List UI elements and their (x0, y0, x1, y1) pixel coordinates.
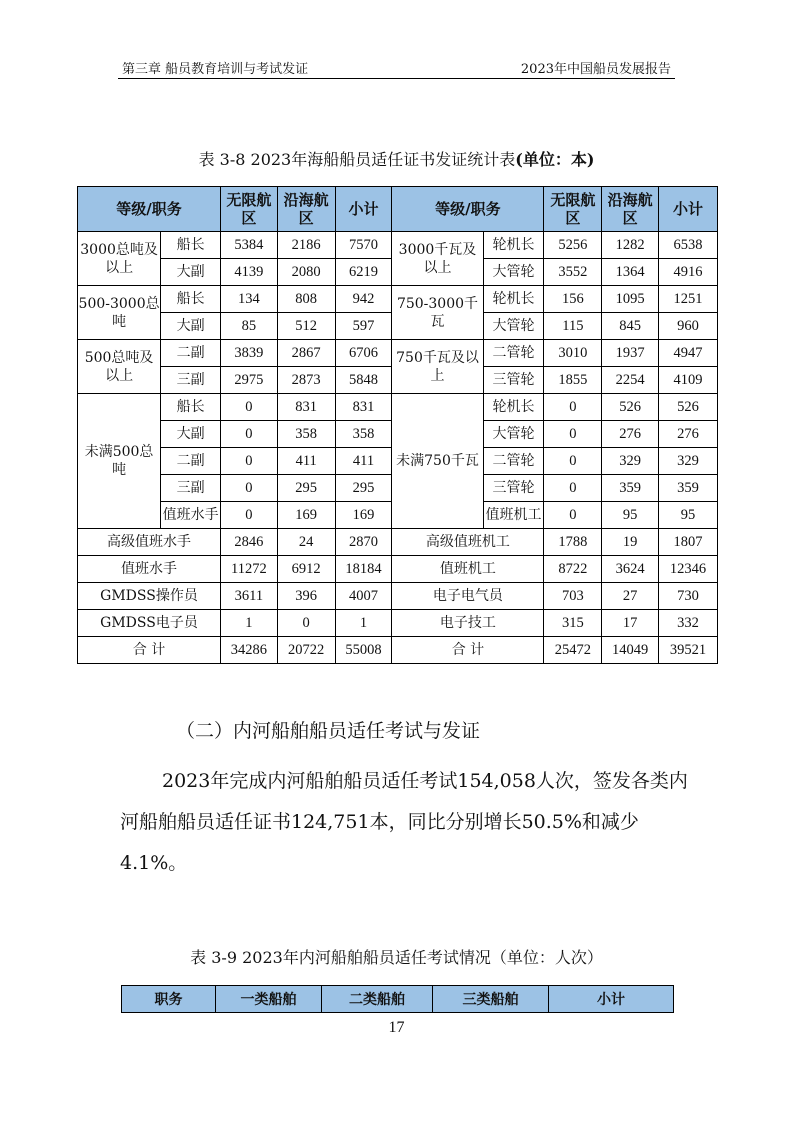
deck-value-cell: 831 (277, 394, 335, 421)
deck-duty-cell: 三副 (161, 367, 221, 394)
deck-value-cell: 411 (277, 448, 335, 475)
table-row (78, 556, 718, 583)
deck-value-cell: 20722 (277, 637, 335, 664)
deck-duty-cell: 大副 (161, 259, 221, 286)
engine-value-cell: 3010 (544, 340, 602, 367)
deck-value-cell: 295 (277, 475, 335, 502)
engine-value-cell: 1282 (602, 232, 659, 259)
deck-value-cell: 55008 (335, 637, 392, 664)
engine-category-cell: 电子电气员 (392, 583, 544, 610)
deck-duty-cell: 船长 (161, 394, 221, 421)
header-subtotal: 小计 (549, 986, 674, 1013)
engine-value-cell: 1807 (659, 529, 718, 556)
engine-value-cell: 703 (544, 583, 602, 610)
header-class-3: 三类船舶 (433, 986, 549, 1013)
header-class-2: 二类船舶 (322, 986, 433, 1013)
table-row (78, 232, 718, 259)
deck-value-cell: 134 (221, 286, 278, 313)
engine-duty-cell: 二管轮 (483, 340, 544, 367)
table-row (78, 394, 718, 421)
table-row (78, 583, 718, 610)
engine-category-cell: 高级值班机工 (392, 529, 544, 556)
engine-category-cell: 合 计 (392, 637, 544, 664)
table-row (78, 610, 718, 637)
deck-grade-group-cell: 500-3000总吨 (78, 286, 161, 340)
engine-value-cell: 39521 (659, 637, 718, 664)
table-row (78, 529, 718, 556)
engine-value-cell: 6538 (659, 232, 718, 259)
table-3-8-caption (0, 147, 793, 170)
deck-value-cell: 3839 (221, 340, 278, 367)
deck-duty-cell: 二副 (161, 340, 221, 367)
deck-value-cell: 5384 (221, 232, 278, 259)
engine-value-cell: 0 (544, 475, 602, 502)
engine-duty-cell: 二管轮 (483, 448, 544, 475)
engine-value-cell: 526 (602, 394, 659, 421)
engine-duty-cell: 轮机长 (483, 394, 544, 421)
engine-value-cell: 359 (602, 475, 659, 502)
engine-value-cell: 359 (659, 475, 718, 502)
deck-value-cell: 0 (277, 610, 335, 637)
engine-value-cell: 115 (544, 313, 602, 340)
engine-value-cell: 0 (544, 448, 602, 475)
engine-duty-cell: 大管轮 (483, 421, 544, 448)
engine-value-cell: 1364 (602, 259, 659, 286)
header-grade-duty-left: 等级/职务 (78, 187, 221, 232)
deck-value-cell: 0 (221, 421, 278, 448)
deck-value-cell: 0 (221, 475, 278, 502)
chapter-title: 第三章 船员教育培训与考试发证 (122, 62, 309, 77)
header-coastal-left: 沿海航区 (277, 187, 335, 232)
table-3-9-caption: 表 3-9 2023年内河船舶船员适任考试情况（单位：人次） (190, 948, 603, 967)
header-subtotal-left: 小计 (335, 187, 392, 232)
table-header-row (78, 187, 718, 232)
deck-value-cell: 5848 (335, 367, 392, 394)
deck-value-cell: 85 (221, 313, 278, 340)
deck-value-cell: 358 (277, 421, 335, 448)
engine-value-cell: 12346 (659, 556, 718, 583)
deck-category-cell: GMDSS电子员 (78, 610, 221, 637)
engine-value-cell: 329 (602, 448, 659, 475)
header-unlimited-right: 无限航区 (544, 187, 602, 232)
deck-value-cell: 4139 (221, 259, 278, 286)
deck-grade-group-cell: 500总吨及以上 (78, 340, 161, 394)
engine-value-cell: 4947 (659, 340, 718, 367)
body-paragraph: 2023年完成内河船舶船员适任考试154,058人次，签发各类内河船舶船员适任证书124,751本，同比分别增长50.5%和减少4.1%。 (120, 770, 688, 874)
engine-value-cell: 156 (544, 286, 602, 313)
engine-value-cell: 27 (602, 583, 659, 610)
deck-duty-cell: 大副 (161, 313, 221, 340)
engine-duty-cell: 轮机长 (483, 232, 544, 259)
engine-value-cell: 3624 (602, 556, 659, 583)
engine-grade-group-cell: 750-3000千瓦 (392, 286, 483, 340)
engine-value-cell: 0 (544, 394, 602, 421)
deck-value-cell: 1 (335, 610, 392, 637)
deck-value-cell: 808 (277, 286, 335, 313)
engine-value-cell: 315 (544, 610, 602, 637)
deck-value-cell: 942 (335, 286, 392, 313)
deck-value-cell: 2867 (277, 340, 335, 367)
deck-grade-group-cell: 未满500总吨 (78, 394, 161, 529)
deck-category-cell: GMDSS操作员 (78, 583, 221, 610)
engine-value-cell: 3552 (544, 259, 602, 286)
deck-value-cell: 6706 (335, 340, 392, 367)
deck-duty-cell: 船长 (161, 232, 221, 259)
deck-category-cell: 合 计 (78, 637, 221, 664)
engine-duty-cell: 三管轮 (483, 367, 544, 394)
table-row (78, 286, 718, 313)
engine-value-cell: 4109 (659, 367, 718, 394)
deck-duty-cell: 船长 (161, 286, 221, 313)
table-row (78, 340, 718, 367)
deck-value-cell: 2975 (221, 367, 278, 394)
engine-value-cell: 4916 (659, 259, 718, 286)
deck-value-cell: 34286 (221, 637, 278, 664)
deck-value-cell: 24 (277, 529, 335, 556)
engine-value-cell: 8722 (544, 556, 602, 583)
deck-duty-cell: 三副 (161, 475, 221, 502)
deck-grade-group-cell: 3000总吨及以上 (78, 232, 161, 286)
engine-value-cell: 845 (602, 313, 659, 340)
report-title: 2023年中国船员发展报告 (520, 62, 671, 77)
engine-value-cell: 329 (659, 448, 718, 475)
deck-value-cell: 2846 (221, 529, 278, 556)
deck-value-cell: 2873 (277, 367, 335, 394)
deck-value-cell: 0 (221, 394, 278, 421)
engine-value-cell: 2254 (602, 367, 659, 394)
deck-value-cell: 18184 (335, 556, 392, 583)
header-subtotal-right: 小计 (659, 187, 718, 232)
header-grade-duty-right: 等级/职务 (392, 187, 544, 232)
deck-value-cell: 3611 (221, 583, 278, 610)
engine-value-cell: 526 (659, 394, 718, 421)
deck-value-cell: 6912 (277, 556, 335, 583)
engine-value-cell: 17 (602, 610, 659, 637)
certificate-issuance-table (77, 186, 718, 664)
deck-duty-cell: 大副 (161, 421, 221, 448)
header-duty: 职务 (122, 986, 216, 1013)
engine-duty-cell: 三管轮 (483, 475, 544, 502)
deck-value-cell: 597 (335, 313, 392, 340)
deck-value-cell: 2870 (335, 529, 392, 556)
page-number: 17 (388, 1019, 405, 1036)
engine-value-cell: 276 (659, 421, 718, 448)
engine-value-cell: 1251 (659, 286, 718, 313)
header-unlimited-left: 无限航区 (221, 187, 278, 232)
table-header-row (122, 986, 674, 1013)
table-caption-unit: (单位：本) (515, 150, 595, 169)
engine-value-cell: 95 (602, 502, 659, 529)
deck-value-cell: 6219 (335, 259, 392, 286)
deck-value-cell: 2080 (277, 259, 335, 286)
deck-value-cell: 358 (335, 421, 392, 448)
header-class-1: 一类船舶 (216, 986, 322, 1013)
deck-value-cell: 411 (335, 448, 392, 475)
engine-value-cell: 95 (659, 502, 718, 529)
engine-value-cell: 1855 (544, 367, 602, 394)
engine-value-cell: 5256 (544, 232, 602, 259)
engine-category-cell: 值班机工 (392, 556, 544, 583)
engine-value-cell: 1095 (602, 286, 659, 313)
deck-value-cell: 4007 (335, 583, 392, 610)
deck-category-cell: 值班水手 (78, 556, 221, 583)
engine-duty-cell: 大管轮 (483, 259, 544, 286)
deck-value-cell: 11272 (221, 556, 278, 583)
engine-value-cell: 1788 (544, 529, 602, 556)
deck-value-cell: 396 (277, 583, 335, 610)
deck-duty-cell: 二副 (161, 448, 221, 475)
deck-value-cell: 0 (221, 448, 278, 475)
engine-value-cell: 730 (659, 583, 718, 610)
engine-value-cell: 0 (544, 421, 602, 448)
deck-value-cell: 295 (335, 475, 392, 502)
page-header (118, 56, 675, 79)
inland-exam-table (121, 985, 674, 1013)
deck-value-cell: 169 (277, 502, 335, 529)
section-title: （二）内河船舶船员适任考试与发证 (176, 720, 481, 742)
engine-grade-group-cell: 未满750千瓦 (392, 394, 483, 529)
deck-duty-cell: 值班水手 (161, 502, 221, 529)
deck-value-cell: 831 (335, 394, 392, 421)
deck-value-cell: 512 (277, 313, 335, 340)
engine-value-cell: 332 (659, 610, 718, 637)
engine-duty-cell: 大管轮 (483, 313, 544, 340)
engine-grade-group-cell: 750千瓦及以上 (392, 340, 483, 394)
table-row (78, 637, 718, 664)
table-caption-main: 表 3-8 2023年海船船员适任证书发证统计表 (198, 150, 516, 169)
deck-value-cell: 1 (221, 610, 278, 637)
deck-category-cell: 高级值班水手 (78, 529, 221, 556)
engine-value-cell: 19 (602, 529, 659, 556)
engine-duty-cell: 值班机工 (483, 502, 544, 529)
engine-value-cell: 276 (602, 421, 659, 448)
deck-value-cell: 7570 (335, 232, 392, 259)
engine-category-cell: 电子技工 (392, 610, 544, 637)
deck-value-cell: 0 (221, 502, 278, 529)
engine-value-cell: 1937 (602, 340, 659, 367)
header-coastal-right: 沿海航区 (602, 187, 659, 232)
engine-value-cell: 960 (659, 313, 718, 340)
deck-value-cell: 2186 (277, 232, 335, 259)
engine-value-cell: 0 (544, 502, 602, 529)
engine-value-cell: 14049 (602, 637, 659, 664)
engine-value-cell: 25472 (544, 637, 602, 664)
deck-value-cell: 169 (335, 502, 392, 529)
engine-grade-group-cell: 3000千瓦及以上 (392, 232, 483, 286)
engine-duty-cell: 轮机长 (483, 286, 544, 313)
